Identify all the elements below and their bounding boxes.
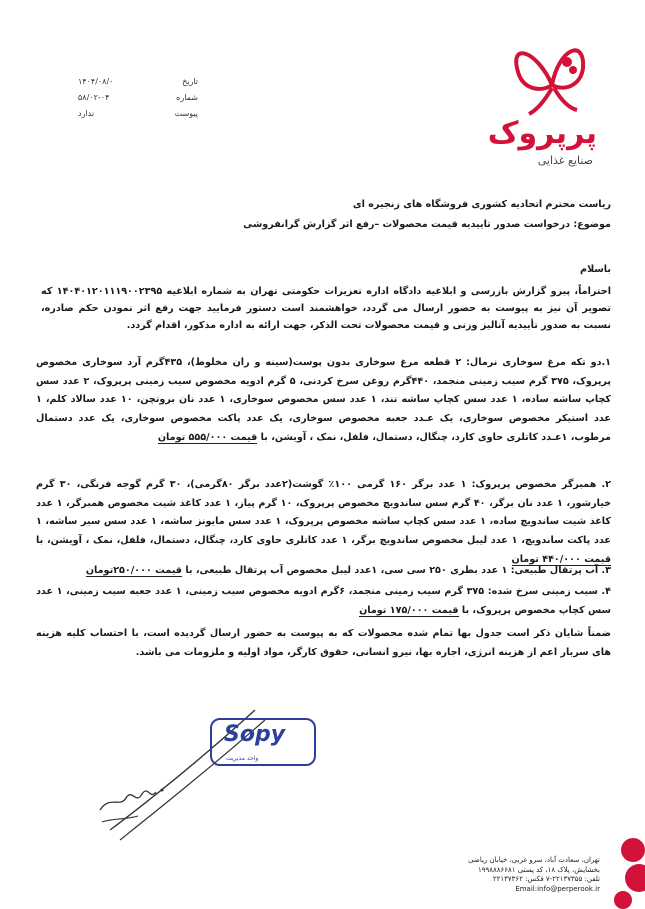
attachment-row xyxy=(78,106,198,122)
date-label: تاریخ xyxy=(182,77,198,86)
signature xyxy=(90,690,290,850)
letter-metadata xyxy=(78,74,198,122)
closing-note: ضمناً شایان ذکر است جدول بها تمام شده محصولات که به پیوست به حضور ارسال گردیده است، با احتساب کلیه هزینه های سربار اعم از هزینه انرژی، اجاره بها، نیرو انسانی، حقوق کارگر، مواد اولیه و ملزومات می باشد. xyxy=(36,628,611,658)
address-line: تهران، سعادت آباد، سرو غربی، خیابان ریاضی xyxy=(468,856,600,864)
attachment-value: ندارد xyxy=(78,109,95,118)
number-value: ۵۸/۰۲-۰۴ xyxy=(78,93,110,102)
email-address: Email:info@perperook.ir xyxy=(515,884,600,893)
greeting: باسلام xyxy=(580,264,611,275)
footer-contact xyxy=(440,856,600,894)
attachment-label: پیوست xyxy=(174,109,198,118)
phone-fax: تلفن: ۲۲۱۳۷۳۵۵-۷ فکس: ۲۲۱۳۷۳۶۲ xyxy=(492,875,600,883)
product-item xyxy=(36,354,611,448)
recipient: ریاست محترم اتحادیه کشوری فروشگاه های زنجیره ای xyxy=(352,199,611,210)
stamp-caption: واحد مدیریت xyxy=(226,755,259,762)
product-item xyxy=(36,476,611,570)
corner-decoration-icon xyxy=(605,830,645,909)
item-description: ۳. آب پرتقال طبیعی: ۱ عدد بطری ۲۵۰ سی سی، ۱عدد لیبل مخصوص آب پرتقال طبیعی، با xyxy=(185,565,611,576)
brand-tagline: صنایع غذایی xyxy=(537,154,593,167)
product-item xyxy=(36,562,611,581)
company-logo xyxy=(487,30,607,167)
date-row xyxy=(78,74,198,90)
company-stamp xyxy=(210,718,316,766)
item-price: قیمت ۲۵۰/۰۰۰تومان xyxy=(85,565,182,576)
butterfly-logo-icon xyxy=(497,30,607,120)
item-description: ۴. سیب زمینی سرخ شده: ۳۷۵ گرم سیب زمینی منجمد، ۶گرم ادویه مخصوص سیب زمینی، ۱ عدد جعبه سیب زمینی، ۱ عدد سس کچاپ مخصوص پرپروک، با xyxy=(36,586,611,616)
intro-paragraph: احتراماً، پیرو گزارش بازرسی و ابلاغیه دادگاه اداره تعزیرات حکومتی تهران به شماره ابلاغیه ۱۴۰۴۰۱۲۰۱۱۱۹۰۰۲۳۹۵ که تصویر آن نیز به پیوست به حضور ارسال می گردد، خواهشمند است دستور فرمایید جهت رفع اثر نمودن حکم صادره، نسبت به صدور تأییدیه آنالیز وزنی و قیمت محصولات تحت الذکر، جهت ارائه به اداره مذکور، اقدام گردد. xyxy=(41,286,611,331)
item-description: ۱.دو تکه مرغ سوخاری نرمال: ۲ قطعه مرغ سوخاری بدون پوست(سینه و ران مخلوط)، ۴۳۵گرم آرد سوخاری مخصوص پرپروک، ۳۷۵ گرم سیب زمینی منجمد، ۴۴۰گرم روغن سرخ کردنی، ۵ گرم ادویه مخصوص سیب زمینی پرپروک، ۲ عدد سس کچاپ ساشه ساده، ۱ عدد سس کچاپ ساشه تند، ۱ عدد سس مخصوص سوخاری، ۱ عدد نان بروتچن، ۱۰ عدد سالاد کلم، ۱ عدد استیکر مخصوص سوخاری، یک عـدد جعبه مخصوص سوخاری، یک عدد پاکت مخصوص سوخاری، یک عدد دستمال مرطوب، ۱عـدد کاتلری حاوی کارد، چنگال، دستمال، فلفل، نمک ، آویشن، با xyxy=(36,357,612,443)
item-price: قیمت ۵۵۵/۰۰۰ تومان xyxy=(157,431,258,443)
number-row xyxy=(78,90,198,106)
item-price: قیمت ۴۴۰/۰۰۰ تومان xyxy=(511,553,611,565)
item-price: قیمت ۱۷۵/۰۰۰ تومان xyxy=(359,604,459,616)
date-value: ۱۴۰۴/۰۸/۰ xyxy=(78,77,114,86)
number-label: شماره xyxy=(176,93,198,102)
product-item xyxy=(36,583,611,620)
address-line: بخشایش، پلاک ۱۸، کد پستی ۱۹۹۸۸۸۶۶۸۱ xyxy=(477,865,600,874)
stamp-brand: Sopy xyxy=(224,722,286,747)
brand-name: پرپروک xyxy=(487,116,597,151)
item-description: ۲. همبرگر مخصوص پرپروک: ۱ عدد برگر ۱۶۰ گرمی ۱۰۰٪ گوشت(۲عدد برگر ۸۰گرمی)، ۳۰ گرم گوجه فرنگی، ۳۰ گرم خیارشور، ۱ عدد نان برگر، ۴۰ گرم سس ساندویچ مخصوص پرپروک، ۱۰ گرم پیاز، ۱ عدد کاغذ شیت مخصوص همبرگر، ۱ عدد کاغذ شیت ساندویچ ساده، ۱ عدد سس کچاپ ساشه مخصوص پرپروک، ۱ عدد سس مایونز ساشه، ۱ عدد سس سیر ساشه، ۱ عدد پاکت ساندویچ، ۱ عدد لیبل مخصوص ساندویچ برگر، ۱ عدد کاتلری حاوی کارد، چنگال، دستمال، فلفل، نمک ، آویشن، با xyxy=(36,479,612,547)
subject: موضوع: درخواست صدور تاییدیه قیمت محصولات –رفع اثر گزارش گرانفروشی xyxy=(243,219,611,230)
